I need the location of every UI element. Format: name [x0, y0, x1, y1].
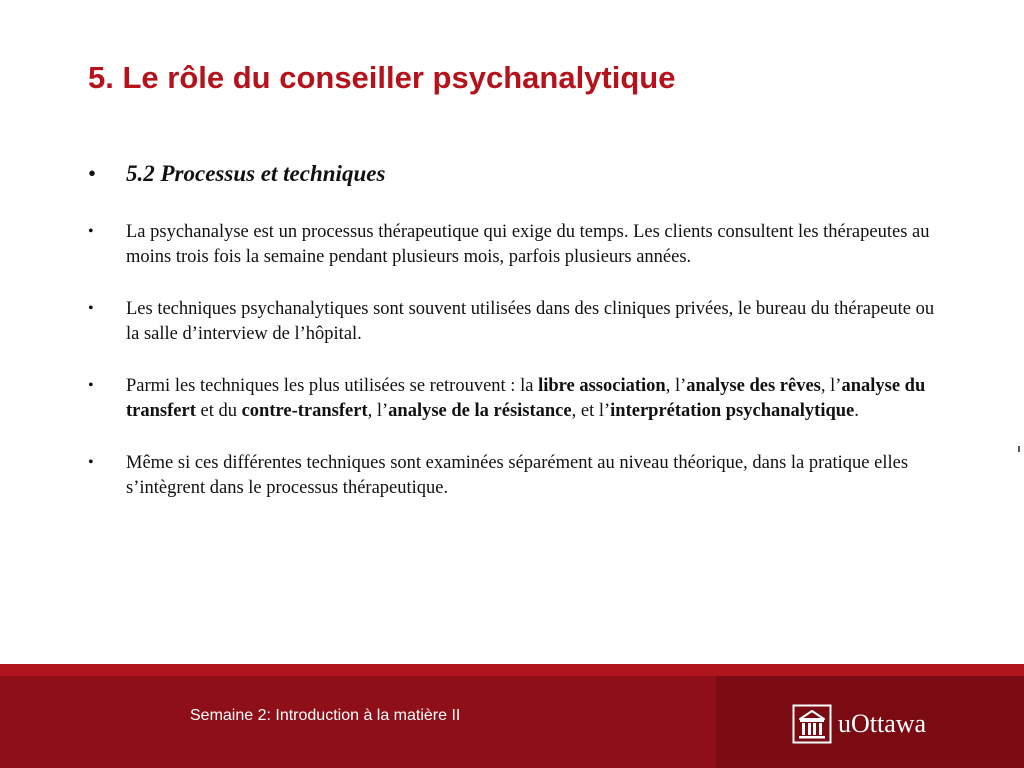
subheading-text: 5.2 Processus et techniques	[126, 161, 386, 186]
footer-bar	[0, 664, 1024, 768]
bullet-marker: •	[88, 454, 94, 471]
slide-content	[88, 158, 948, 528]
bold-term: libre association	[538, 376, 666, 396]
text-run: Parmi les techniques les plus utilisées se retrouvent : la	[126, 376, 539, 396]
bullet-item	[88, 297, 948, 346]
text-run: , et l’	[571, 400, 611, 421]
bullet-marker: •	[88, 223, 94, 240]
text-run: et du	[195, 400, 242, 421]
bold-term: analyse de la résistance	[388, 400, 572, 421]
subheading-item	[88, 158, 948, 190]
stray-mark	[1018, 446, 1020, 452]
bullet-marker: •	[88, 377, 94, 394]
bullet-text: Même si ces différentes techniques sont examinées séparément au niveau théorique, dans la pratique elles s’intègrent dans le processus thérapeutique.	[126, 453, 909, 498]
bullet-item	[88, 451, 948, 500]
text-run: .	[854, 400, 859, 421]
bold-term: analyse du transfert	[126, 376, 926, 421]
text-run: , l’	[665, 376, 687, 396]
footer-stripe	[0, 664, 1024, 676]
bullet-marker: •	[88, 300, 94, 317]
bullet-text: La psychanalyse est un processus thérapeutique qui exige du temps. Les clients consultent les thérapeutes au moins trois fois la semaine pendant plusieurs mois, parfois plusieurs années.	[126, 222, 930, 267]
bold-term: contre-transfert	[241, 400, 368, 421]
bullet-marker: •	[88, 161, 97, 186]
logo-text: uOttawa	[838, 709, 927, 738]
bullet-item	[88, 374, 948, 423]
text-run: , l’	[367, 400, 389, 421]
bold-term: interprétation psychanalytique	[610, 400, 855, 421]
uottawa-logo	[792, 702, 926, 746]
bullet-text-rich	[126, 376, 925, 421]
building-columns-icon	[792, 704, 832, 744]
footer-course-label: Semaine 2: Introduction à la matière II	[190, 707, 461, 724]
text-run: , l’	[820, 376, 842, 396]
bullet-item	[88, 220, 948, 269]
slide-title: 5. Le rôle du conseiller psychanalytique	[88, 60, 676, 95]
bullet-text: Les techniques psychanalytiques sont souvent utilisées dans des cliniques privées, le bureau du thérapeute ou la salle d’interview de l’hôpital.	[126, 299, 935, 344]
bold-term: analyse des rêves	[686, 376, 821, 396]
